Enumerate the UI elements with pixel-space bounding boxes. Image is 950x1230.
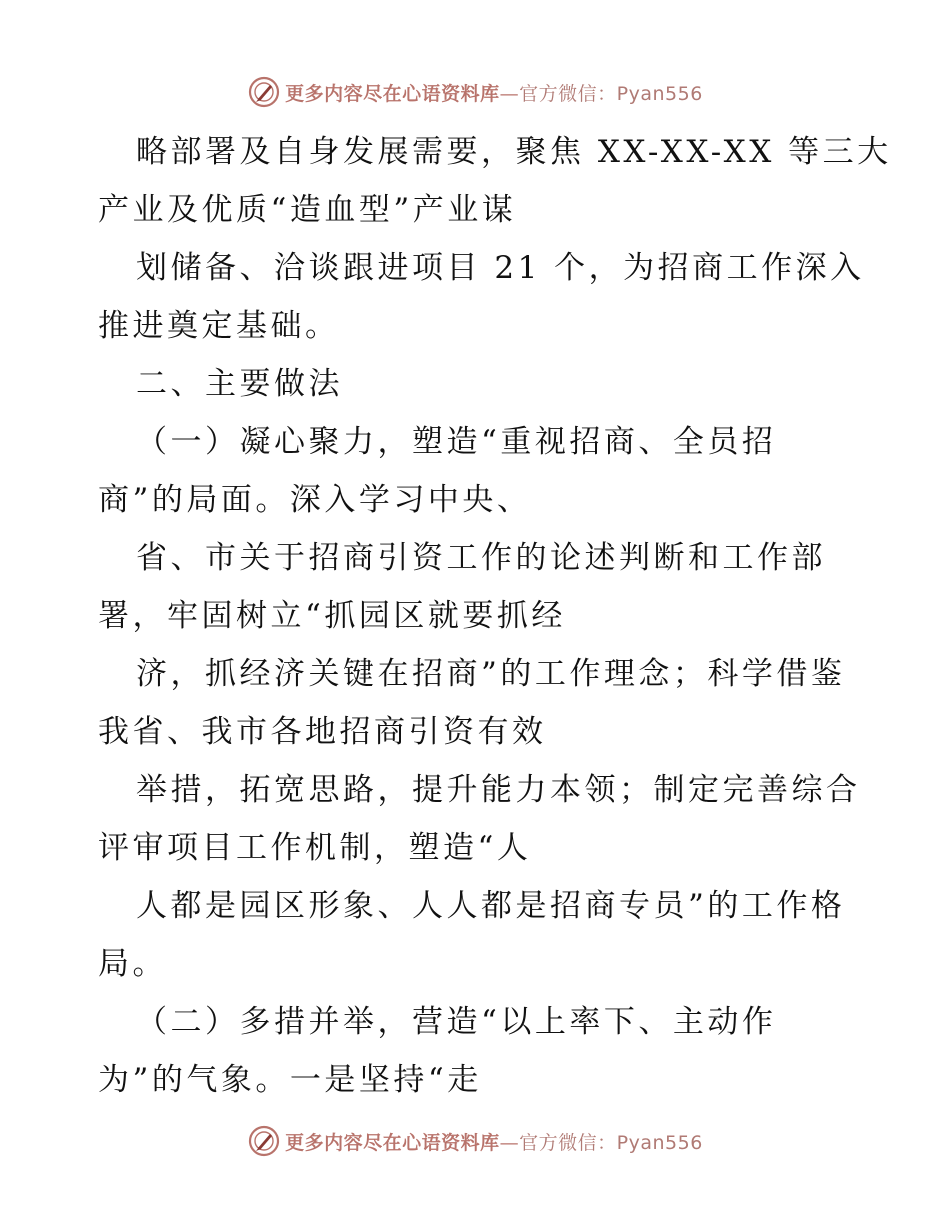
text-line: 推进奠定基础。 xyxy=(98,308,340,344)
section-heading: 二、主要做法 xyxy=(136,366,343,402)
text-line: 评审项目工作机制，塑造“人 xyxy=(98,830,532,866)
document-body xyxy=(98,123,892,1109)
seal-logo-icon xyxy=(247,1124,281,1158)
watermark-wechat: 官方微信：Pyan556 xyxy=(519,82,703,105)
header-watermark xyxy=(0,70,950,114)
text-line: 略部署及自身发展需要，聚焦 XX-XX-XX 等三大 xyxy=(136,134,892,170)
subsection-heading: （一）凝心聚力，塑造“重视招商、全员招 xyxy=(136,424,777,460)
watermark-dash: — xyxy=(499,82,520,105)
text-line: 人都是园区形象、人人都是招商专员”的工作格 xyxy=(136,888,846,924)
text-line: 举措，拓宽思路，提升能力本领；制定完善综合 xyxy=(136,772,861,808)
watermark-wechat: 官方微信：Pyan556 xyxy=(519,1131,703,1154)
text-line: 为”的气象。一是坚持“走 xyxy=(98,1062,482,1098)
text-line: 商”的局面。深入学习中央、 xyxy=(98,482,532,518)
subsection-heading: （二）多措并举，营造“以上率下、主动作 xyxy=(136,1004,777,1040)
text-line: 我省、我市各地招商引资有效 xyxy=(98,714,547,750)
text-line: 济，抓经济关键在招商”的工作理念；科学借鉴 xyxy=(136,656,846,692)
text-line: 划储备、洽谈跟进项目 21 个，为招商工作深入 xyxy=(136,250,865,286)
footer-watermark xyxy=(0,1119,950,1163)
text-line: 署，牢固树立“抓园区就要抓经 xyxy=(98,598,566,634)
watermark-dash: — xyxy=(499,1131,520,1154)
watermark-site-name: 更多内容尽在心语资料库 xyxy=(285,82,500,105)
text-line: 省、市关于招商引资工作的论述判断和工作部 xyxy=(136,540,826,576)
watermark-text xyxy=(285,79,703,106)
text-line: 局。 xyxy=(98,946,167,982)
watermark-text xyxy=(285,1128,703,1155)
seal-logo-icon xyxy=(247,75,281,109)
watermark-site-name: 更多内容尽在心语资料库 xyxy=(285,1131,500,1154)
text-line: 产业及优质“造血型”产业谋 xyxy=(98,192,517,228)
